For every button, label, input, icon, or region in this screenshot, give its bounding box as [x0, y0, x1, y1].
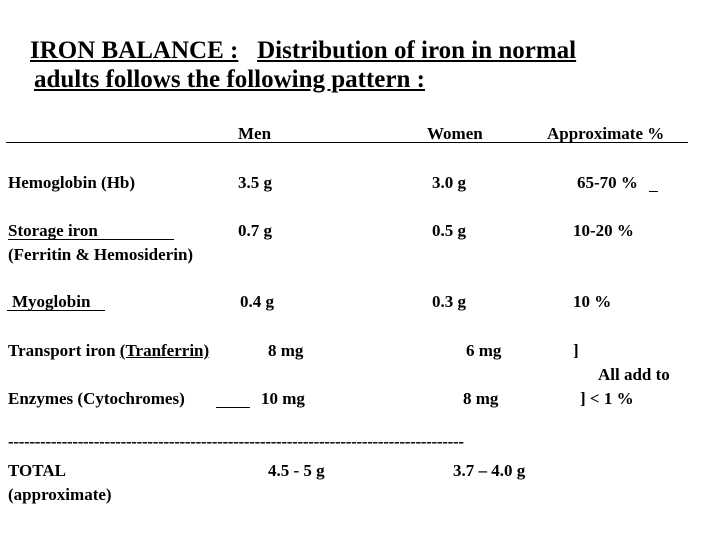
row-enzymes-approx: ] < 1 % — [580, 389, 634, 408]
row-myoglobin-label: Myoglobin — [12, 292, 91, 311]
total-label: TOTAL — [8, 461, 66, 480]
row-storage-label-2: (Ferritin & Hemosiderin) — [8, 245, 194, 264]
row-transport-label-a: Transport iron — [8, 341, 116, 360]
row-hemoglobin-underline — [649, 191, 658, 192]
total-women: 3.7 – 4.0 g — [453, 461, 526, 480]
row-transport-label-b: (Tranferrin) — [119, 341, 210, 360]
total-label-2: (approximate) — [8, 485, 112, 504]
row-transport-men: 8 mg — [268, 341, 304, 360]
header-women: Women — [427, 124, 483, 143]
row-storage-men: 0.7 g — [238, 221, 272, 240]
row-myoglobin-men: 0.4 g — [240, 292, 274, 311]
header-men: Men — [238, 124, 272, 143]
row-storage-approx: 10-20 % — [573, 221, 634, 240]
row-myoglobin-approx: 10 % — [573, 292, 612, 311]
row-hemoglobin-label: Hemoglobin (Hb) — [8, 173, 136, 192]
title-line-2: adults follows the following pattern : — [34, 66, 425, 93]
row-enzymes-women: 8 mg — [463, 389, 499, 408]
row-hemoglobin-men: 3.5 g — [238, 173, 272, 192]
row-hemoglobin-approx: 65-70 % — [577, 173, 638, 192]
row-storage-label: Storage iron — [8, 221, 98, 240]
row-enzymes-men: 10 mg — [261, 389, 305, 408]
dashed-separator: ------------------------------------------------------------------------------------- — [8, 433, 464, 450]
row-storage-women: 0.5 g — [432, 221, 466, 240]
row-transport-women: 6 mg — [466, 341, 502, 360]
title-rest: Distribution of iron in normal — [257, 37, 577, 64]
title-label: IRON BALANCE : — [30, 37, 239, 64]
page-title — [30, 38, 576, 63]
row-transport-approx: ] — [573, 341, 579, 360]
row-storage-underline — [8, 239, 174, 240]
total-men: 4.5 - 5 g — [268, 461, 325, 480]
row-enzymes-label: Enzymes (Cytochromes) — [8, 389, 185, 408]
row-transport-label — [8, 342, 209, 359]
bracket-note: All add to — [598, 365, 670, 384]
row-enzymes-underline — [216, 407, 250, 408]
row-hemoglobin-women: 3.0 g — [432, 173, 466, 192]
row-myoglobin-women: 0.3 g — [432, 292, 466, 311]
row-myoglobin-underline — [7, 310, 105, 311]
header-approximate: Approximate % — [547, 124, 665, 143]
